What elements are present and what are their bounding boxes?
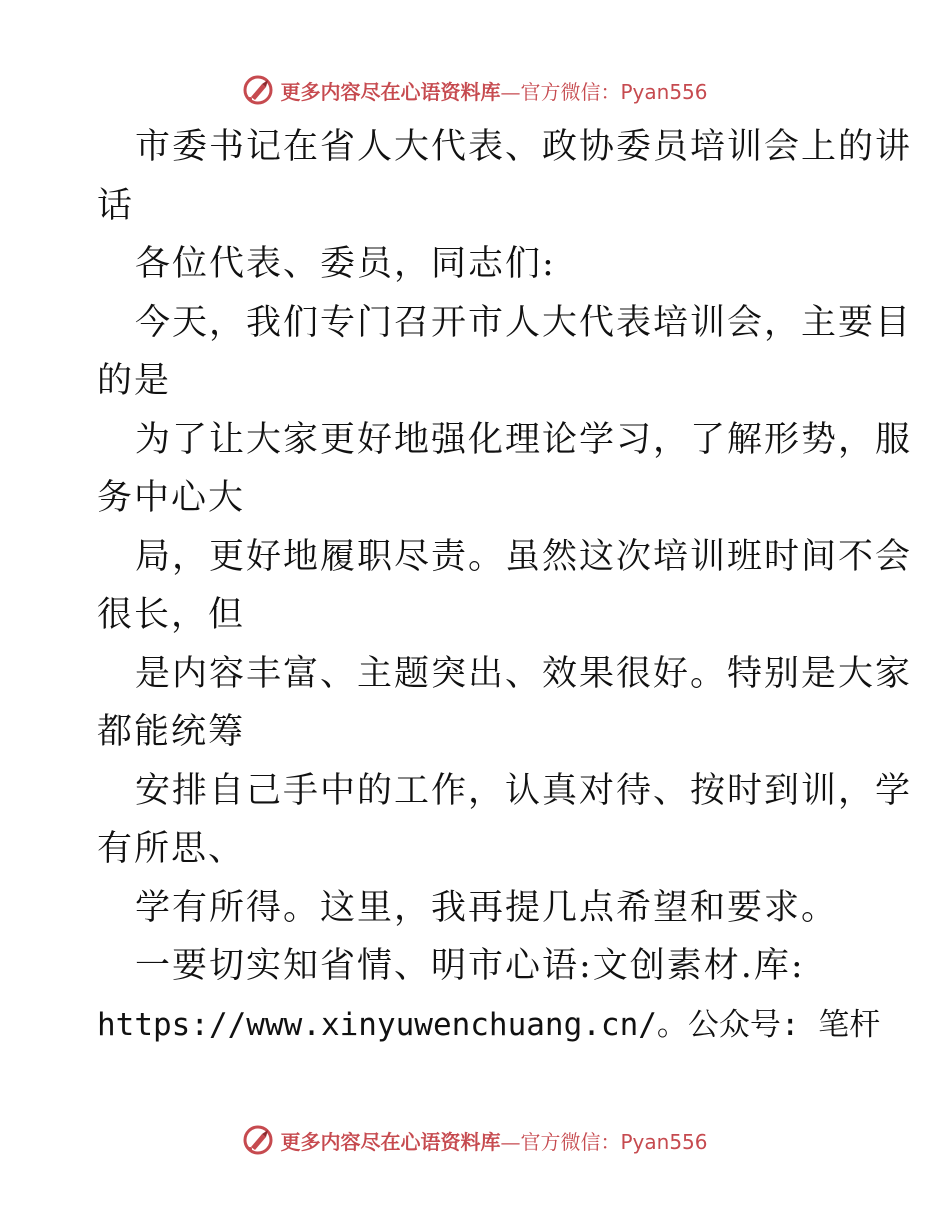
doc-line: 今天，我们专门召开市人大代表培训会，主要目: [135, 302, 913, 343]
header-separator: —: [500, 79, 521, 104]
doc-line: 安排自己手中的工作，认真对待、按时到训，学: [135, 770, 913, 811]
doc-line: 一要切实知省情、明市心语:文创素材.库:: [135, 946, 805, 986]
doc-line: 局，更好地履职尽责。虽然这次培训班时间不会: [135, 536, 913, 577]
doc-line: 都能统筹: [97, 712, 246, 752]
doc-line: 为了让大家更好地强化理论学习，了解形势，服: [135, 419, 913, 460]
header-brand: 更多内容尽在心语资料库: [280, 79, 501, 104]
doc-line: 很长，但: [97, 595, 246, 635]
footer-watermark-text: [280, 1126, 707, 1155]
doc-line: 有所思、: [97, 829, 246, 869]
document-body: [97, 118, 913, 1054]
footer-label: 官方微信：: [520, 1129, 621, 1154]
header-watermark-banner: [0, 70, 950, 110]
footer-wechat-id: Pyan556: [620, 1129, 708, 1154]
doc-url-line: https://www.xinyuwenchuang.cn/。公众号: 笔杆: [97, 1006, 881, 1043]
doc-line: 的是: [97, 361, 172, 401]
header-wechat-id: Pyan556: [620, 79, 708, 104]
doc-salutation: 各位代表、委员，同志们:: [135, 244, 556, 284]
doc-line: 学有所得。这里，我再提几点希望和要求。: [135, 887, 839, 928]
header-label: 官方微信：: [520, 79, 621, 104]
pen-nib-logo-icon: [242, 74, 274, 106]
footer-watermark-banner: [0, 1120, 950, 1160]
footer-brand: 更多内容尽在心语资料库: [280, 1129, 501, 1154]
doc-line: 务中心大: [97, 478, 246, 518]
header-watermark-text: [280, 76, 707, 105]
doc-line: 是内容丰富、主题突出、效果很好。特别是大家: [135, 653, 913, 694]
pen-nib-logo-icon: [242, 1124, 274, 1156]
doc-title-line: 市委书记在省人大代表、政协委员培训会上的讲: [135, 127, 913, 167]
footer-separator: —: [500, 1129, 521, 1154]
doc-line: 话: [97, 185, 135, 226]
